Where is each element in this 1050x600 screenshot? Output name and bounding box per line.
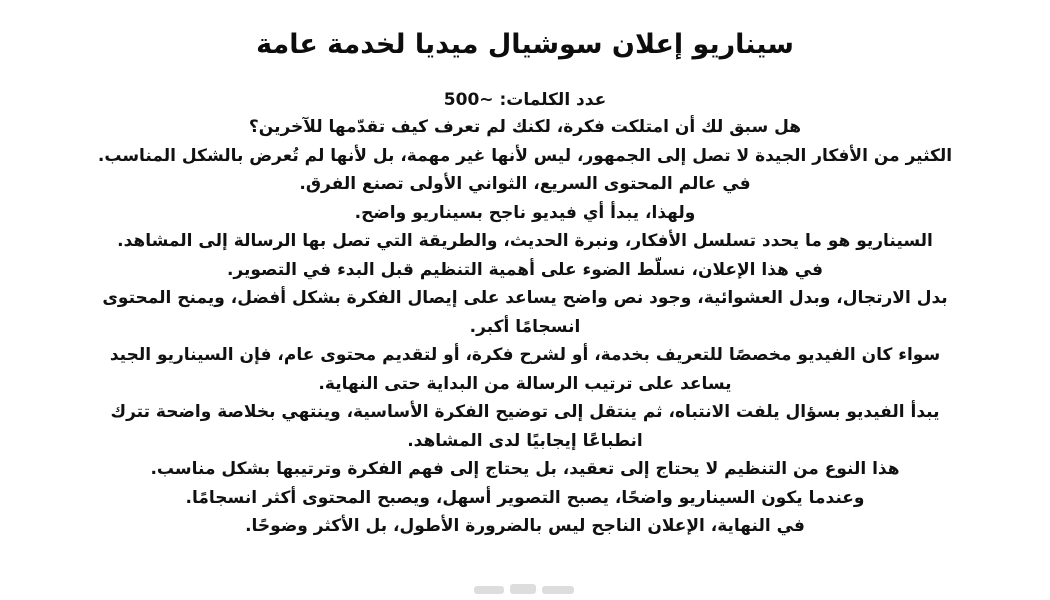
body-line: انسجامًا أكبر.: [469, 316, 581, 337]
body-line: هل سبق لك أن امتلكت فكرة، لكنك لم تعرف كيف تقدّمها للآخرين؟: [248, 117, 802, 137]
body-line: في عالم المحتوى السريع، الثواني الأولى تصنع الفرق.: [299, 174, 751, 194]
body-line: وعندما يكون السيناريو واضحًا، يصبح التصوير أسهل، ويصبح المحتوى أكثر انسجامًا.: [185, 487, 865, 508]
body-line: السيناريو هو ما يحدد تسلسل الأفكار، ونبرة الحديث، والطريقة التي تصل بها الرسالة إلى المشاهد.: [117, 231, 933, 251]
body-line: سواء كان الفيديو مخصصًا للتعريف بخدمة، أو لشرح فكرة، أو لتقديم محتوى عام، فإن السيناريو الجيد: [109, 345, 941, 365]
body-line: الكثير من الأفكار الجيدة لا تصل إلى الجمهور، ليس لأنها غير مهمة، بل لأنها لم تُعرض بالشكل المناسب.: [97, 145, 953, 166]
watermark-logo-icon: [470, 580, 580, 600]
body-line: في هذا الإعلان، نسلّط الضوء على أهمية التنظيم قبل البدء في التصوير.: [226, 259, 824, 280]
document-body: [20, 113, 1030, 541]
body-line: هذا النوع من التنظيم لا يحتاج إلى تعقيد، بل يحتاج إلى فهم الفكرة وترتيبها بشكل مناسب.: [150, 459, 900, 479]
body-line: يبدأ الفيديو بسؤال يلفت الانتباه، ثم ينتقل إلى توضيح الفكرة الأساسية، وينتهي بخلاصة واضحة تترك: [110, 402, 940, 422]
body-line: يساعد على ترتيب الرسالة من البداية حتى النهاية.: [318, 373, 732, 394]
word-count: عدد الكلمات: ~500: [443, 90, 607, 110]
document-title: سيناريو إعلان سوشيال ميديا لخدمة عامة: [256, 29, 794, 60]
body-line: بدل الارتجال، وبدل العشوائية، وجود نص واضح يساعد على إيصال الفكرة بشكل أفضل، ويمنح المحتوى: [102, 288, 948, 308]
body-line: ولهذا، يبدأ أي فيديو ناجح بسيناريو واضح.: [354, 202, 696, 223]
body-line: انطباعًا إيجابيًا لدى المشاهد.: [407, 430, 643, 451]
body-line: في النهاية، الإعلان الناجح ليس بالضرورة الأطول، بل الأكثر وضوحًا.: [245, 516, 805, 536]
